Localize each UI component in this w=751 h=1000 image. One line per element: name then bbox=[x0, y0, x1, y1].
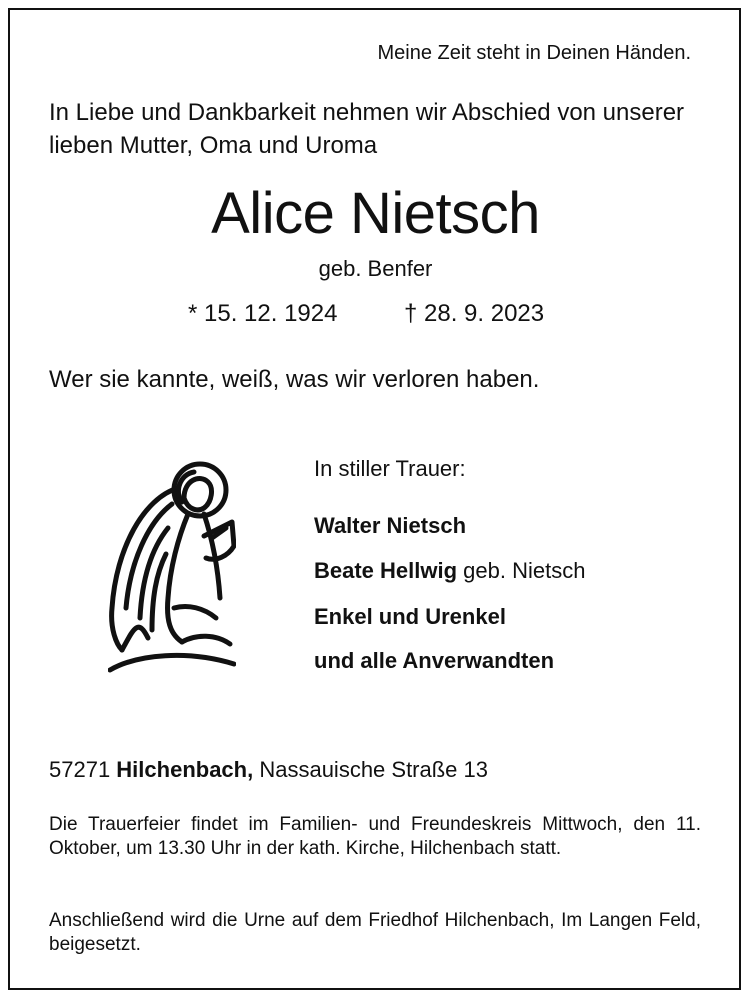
motto: Meine Zeit steht in Deinen Händen. bbox=[377, 42, 691, 64]
praying-angel-icon bbox=[108, 458, 236, 674]
address-street: Nassauische Straße 13 bbox=[253, 757, 488, 782]
mourner-3 bbox=[314, 604, 506, 630]
mourner-1 bbox=[314, 513, 466, 539]
mourner-4 bbox=[314, 648, 554, 674]
birth-date: * 15. 12. 1924 bbox=[188, 300, 338, 327]
birth-name: geb. Benfer bbox=[318, 256, 433, 281]
mourner-2-suffix: geb. Nietsch bbox=[457, 558, 586, 583]
address-city: Hilchenbach, bbox=[116, 757, 254, 782]
address-postcode: 57271 bbox=[49, 757, 117, 782]
mourner-1-name: Walter Nietsch bbox=[314, 513, 467, 538]
burial-text: Anschließend wird die Urne auf dem Friedhof Hilchenbach, Im Langen Feld, beigesetzt. bbox=[49, 910, 701, 955]
mourner-2 bbox=[314, 558, 585, 584]
mourner-3-name: Enkel und Urenkel bbox=[314, 604, 506, 629]
address bbox=[49, 757, 488, 783]
mourning-label: In stiller Trauer: bbox=[314, 456, 466, 481]
memorial-quote: Wer sie kannte, weiß, was wir verloren haben. bbox=[49, 366, 540, 393]
ceremony-text: Die Trauerfeier findet im Familien- und Freundeskreis Mittwoch, den 11. Oktober, um 13.30 Uhr in der kath. Kirche, Hilchenbach statt. bbox=[49, 814, 701, 859]
death-date: † 28. 9. 2023 bbox=[404, 300, 545, 327]
mourner-2-name: Beate Hellwig bbox=[314, 558, 458, 583]
deceased-name: Alice Nietsch bbox=[211, 181, 540, 246]
mourner-4-name: und alle Anverwandten bbox=[314, 648, 555, 673]
intro-text: In Liebe und Dankbarkeit nehmen wir Abschied von unserer lieben Mutter, Oma und Uroma bbox=[49, 99, 685, 159]
